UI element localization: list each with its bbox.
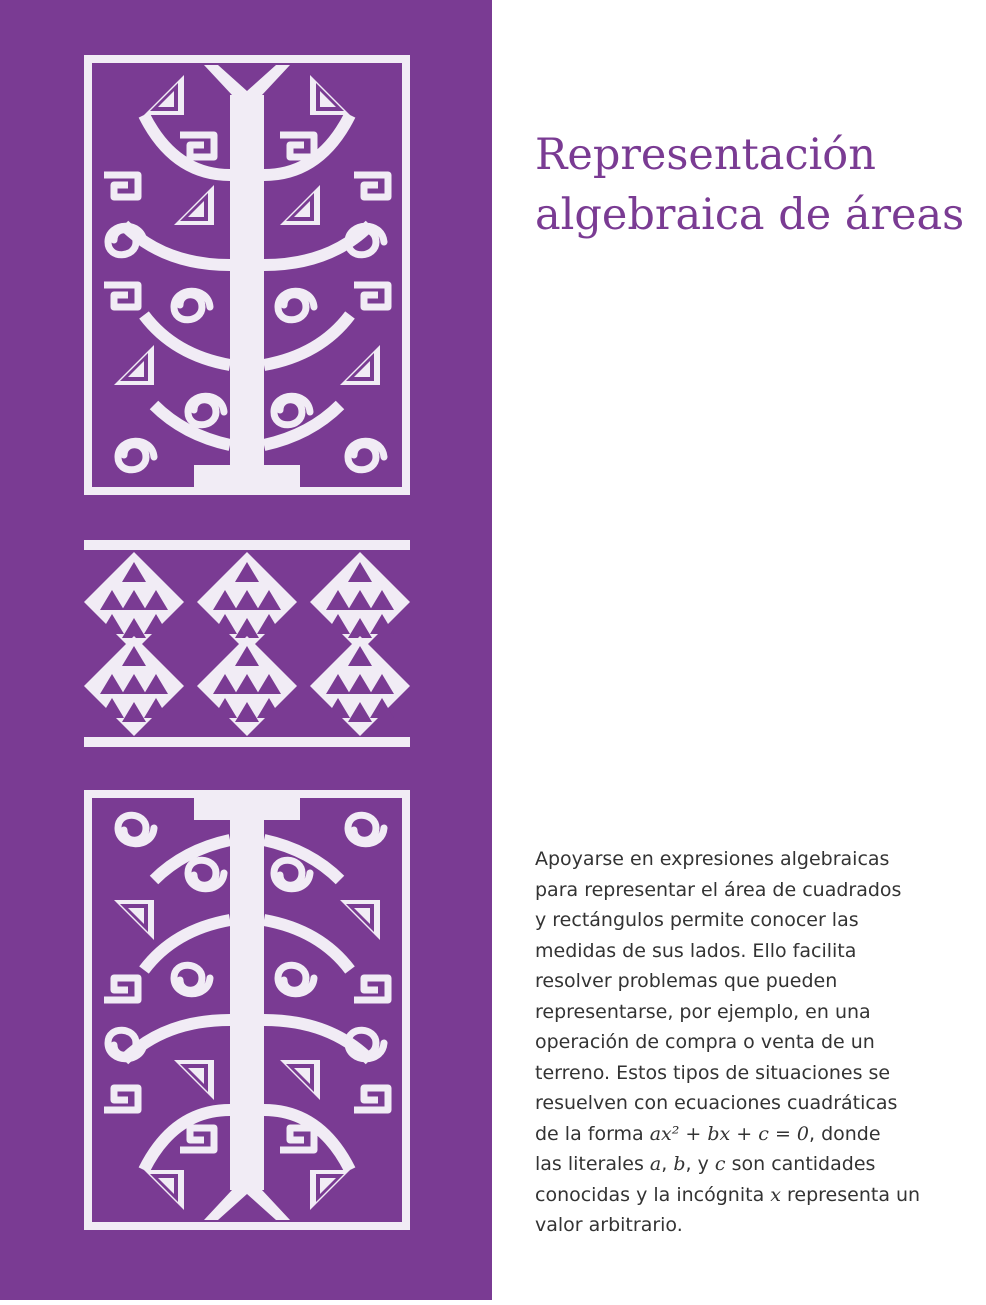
band-top-rule [84,540,410,550]
intro-line: operación de compra o venta de un [535,1031,875,1053]
decorative-side-panel [0,0,492,1300]
intro-line: y rectángulos permite conocer las [535,909,859,931]
intro-line [535,1149,935,1180]
literal-x: x [770,1183,781,1206]
intro-line: representarse, por ejemplo, en una [535,1000,871,1023]
literal-b: b [673,1153,686,1175]
intro-line: valor arbitrario. [535,1214,683,1236]
intro-text: , y [685,1153,715,1175]
title-line-1: Representación [535,130,876,180]
intro-paragraph [535,844,935,1241]
literal-c: c [714,1153,726,1175]
intro-line [535,1180,935,1211]
literal-a: a [649,1153,662,1175]
intro-text: de la forma [535,1122,650,1145]
intro-text: son cantidades [725,1153,876,1175]
intro-text: conocidas y la incógnita [535,1183,771,1206]
intro-text: las literales [535,1153,650,1175]
intro-text: representa un [780,1183,921,1206]
title-line-2: algebraica de áreas [535,190,965,240]
intro-line: terreno. Estos tipos de situaciones se [535,1061,891,1084]
band-bottom-rule [84,737,410,747]
tree-ornament-top [84,55,410,495]
intro-text: , donde [809,1122,881,1145]
intro-text: , [661,1153,674,1175]
intro-line: Apoyarse en expresiones algebraicas [535,848,890,870]
page-title [535,125,965,245]
tree-ornament-bottom [84,790,410,1230]
intro-line: resuelven con ecuaciones cuadráticas [535,1092,898,1114]
intro-line: para representar el área de cuadrados [535,878,902,901]
intro-line [535,1119,935,1150]
intro-line: resolver problemas que pueden [535,970,838,992]
intro-line: medidas de sus lados. Ello facilita [535,939,857,962]
diamond-band-ornament [84,540,410,750]
quadratic-equation: ax² + bx + c = 0 [649,1122,809,1145]
